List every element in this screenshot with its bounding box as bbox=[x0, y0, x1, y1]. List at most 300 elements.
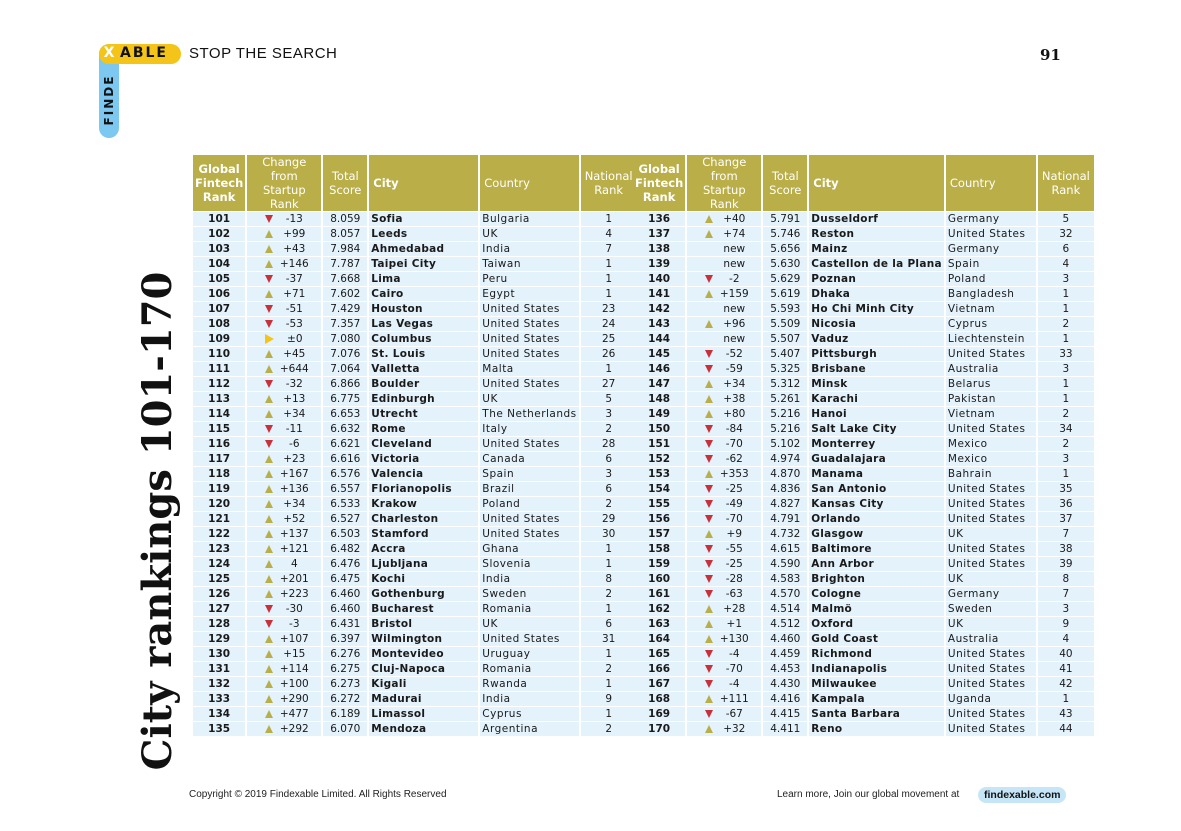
city-cell: Charleston bbox=[369, 512, 478, 526]
national-rank-cell: 3 bbox=[1038, 272, 1094, 286]
table-row bbox=[633, 557, 1094, 571]
change-value: +32 bbox=[723, 723, 746, 735]
national-rank-cell: 29 bbox=[581, 512, 637, 526]
global-rank-cell: 111 bbox=[193, 362, 245, 376]
country-cell: Belarus bbox=[946, 377, 1036, 391]
city-cell: Houston bbox=[369, 302, 478, 316]
country-cell: Bahrain bbox=[946, 467, 1036, 481]
global-rank-cell: 154 bbox=[633, 482, 685, 496]
header-global-rank: Global Fintech Rank bbox=[193, 155, 245, 211]
global-rank-cell: 108 bbox=[193, 317, 245, 331]
learn-more-text: Learn more, Join our global movement at bbox=[777, 789, 960, 800]
change-value: +167 bbox=[279, 468, 309, 480]
change-value: -6 bbox=[289, 438, 300, 450]
global-rank-cell: 152 bbox=[633, 452, 685, 466]
national-rank-cell: 34 bbox=[1038, 422, 1094, 436]
city-cell: Wilmington bbox=[369, 632, 478, 646]
country-cell: UK bbox=[480, 617, 578, 631]
national-rank-cell: 3 bbox=[581, 467, 637, 481]
change-cell bbox=[247, 332, 321, 346]
global-rank-cell: 166 bbox=[633, 662, 685, 676]
table-row bbox=[193, 362, 637, 376]
total-score-cell: 6.460 bbox=[323, 602, 367, 616]
up-triangle-icon bbox=[265, 725, 273, 733]
change-value: +38 bbox=[723, 393, 746, 405]
change-value: new bbox=[723, 258, 746, 270]
total-score-cell: 4.827 bbox=[763, 497, 807, 511]
total-score-cell: 5.102 bbox=[763, 437, 807, 451]
table-row bbox=[633, 677, 1094, 691]
up-triangle-icon bbox=[265, 245, 273, 253]
global-rank-cell: 148 bbox=[633, 392, 685, 406]
global-rank-cell: 113 bbox=[193, 392, 245, 406]
header-city: City bbox=[809, 155, 944, 211]
city-cell: Kigali bbox=[369, 677, 478, 691]
table-row bbox=[193, 497, 637, 511]
change-value: -62 bbox=[725, 453, 743, 465]
global-rank-cell: 128 bbox=[193, 617, 245, 631]
country-cell: Bulgaria bbox=[480, 212, 578, 226]
table-row bbox=[633, 227, 1094, 241]
change-value: -55 bbox=[725, 543, 743, 555]
country-cell: United States bbox=[946, 497, 1036, 511]
change-cell bbox=[687, 407, 761, 421]
national-rank-cell: 1 bbox=[581, 557, 637, 571]
change-value: +159 bbox=[719, 288, 749, 300]
table-row bbox=[633, 572, 1094, 586]
total-score-cell: 5.261 bbox=[763, 392, 807, 406]
national-rank-cell: 7 bbox=[1038, 527, 1094, 541]
city-cell: Leeds bbox=[369, 227, 478, 241]
table-row bbox=[193, 317, 637, 331]
national-rank-cell: 2 bbox=[581, 587, 637, 601]
up-triangle-icon bbox=[265, 260, 273, 268]
total-score-cell: 4.615 bbox=[763, 542, 807, 556]
up-triangle-icon bbox=[705, 395, 713, 403]
table-row bbox=[193, 332, 637, 346]
country-cell: Liechtenstein bbox=[946, 332, 1036, 346]
down-triangle-icon bbox=[265, 620, 273, 628]
national-rank-cell: 40 bbox=[1038, 647, 1094, 661]
total-score-cell: 6.275 bbox=[323, 662, 367, 676]
country-cell: UK bbox=[946, 527, 1036, 541]
table-row bbox=[193, 302, 637, 316]
change-cell bbox=[687, 512, 761, 526]
change-cell bbox=[687, 392, 761, 406]
table-header-row bbox=[633, 155, 1094, 211]
country-cell: Romania bbox=[480, 662, 578, 676]
country-cell: Uganda bbox=[946, 692, 1036, 706]
table-row bbox=[193, 572, 637, 586]
table-row bbox=[633, 662, 1094, 676]
country-cell: Mexico bbox=[946, 437, 1036, 451]
change-cell bbox=[687, 722, 761, 736]
change-cell bbox=[687, 647, 761, 661]
national-rank-cell: 1 bbox=[581, 677, 637, 691]
change-cell bbox=[247, 617, 321, 631]
global-rank-cell: 155 bbox=[633, 497, 685, 511]
city-cell: Castellon de la Plana bbox=[811, 258, 942, 270]
change-cell bbox=[247, 362, 321, 376]
country-cell: Germany bbox=[946, 242, 1036, 256]
down-triangle-icon bbox=[705, 485, 713, 493]
down-triangle-icon bbox=[705, 425, 713, 433]
change-value: +9 bbox=[726, 528, 743, 540]
table-row bbox=[633, 377, 1094, 391]
change-cell bbox=[247, 662, 321, 676]
down-triangle-icon bbox=[705, 665, 713, 673]
page-title: City rankings 101-170 bbox=[134, 271, 181, 771]
down-triangle-icon bbox=[265, 380, 273, 388]
country-cell: United States bbox=[946, 542, 1036, 556]
country-cell: Spain bbox=[946, 257, 1036, 271]
table-row bbox=[193, 272, 637, 286]
change-cell bbox=[687, 212, 761, 226]
change-value: +74 bbox=[723, 228, 746, 240]
table-row bbox=[633, 302, 1094, 316]
country-cell: United States bbox=[946, 557, 1036, 571]
global-rank-cell: 161 bbox=[633, 587, 685, 601]
change-value: -11 bbox=[285, 423, 303, 435]
change-cell bbox=[687, 347, 761, 361]
change-cell bbox=[247, 407, 321, 421]
up-triangle-icon bbox=[705, 215, 713, 223]
table-row bbox=[193, 677, 637, 691]
change-value: +644 bbox=[279, 363, 309, 375]
national-rank-cell: 2 bbox=[581, 722, 637, 736]
total-score-cell: 4.583 bbox=[763, 572, 807, 586]
change-cell bbox=[247, 572, 321, 586]
total-score-cell: 6.527 bbox=[323, 512, 367, 526]
total-score-cell: 4.590 bbox=[763, 557, 807, 571]
city-cell: Ahmedabad bbox=[369, 242, 478, 256]
national-rank-cell: 25 bbox=[581, 332, 637, 346]
country-cell: United States bbox=[946, 722, 1036, 736]
table-row bbox=[193, 482, 637, 496]
table-row bbox=[633, 542, 1094, 556]
city-cell: Madurai bbox=[369, 692, 478, 706]
table-row bbox=[633, 527, 1094, 541]
up-triangle-icon bbox=[265, 410, 273, 418]
up-triangle-icon bbox=[265, 635, 273, 643]
brand-tagline: STOP THE SEARCH bbox=[189, 45, 338, 62]
national-rank-cell: 1 bbox=[581, 212, 637, 226]
change-cell bbox=[247, 497, 321, 511]
national-rank-cell: 4 bbox=[581, 227, 637, 241]
change-cell bbox=[247, 527, 321, 541]
national-rank-cell: 1 bbox=[581, 602, 637, 616]
table-row bbox=[633, 497, 1094, 511]
country-cell: India bbox=[480, 572, 578, 586]
global-rank-cell: 116 bbox=[193, 437, 245, 451]
change-value: -37 bbox=[285, 273, 303, 285]
change-value: +96 bbox=[723, 318, 746, 330]
down-triangle-icon bbox=[265, 275, 273, 283]
change-cell bbox=[247, 437, 321, 451]
up-triangle-icon bbox=[265, 545, 273, 553]
city-cell: Mainz bbox=[809, 242, 944, 256]
change-value: -67 bbox=[725, 708, 743, 720]
national-rank-cell: 27 bbox=[581, 377, 637, 391]
up-triangle-icon bbox=[265, 350, 273, 358]
country-cell: India bbox=[480, 692, 578, 706]
country-cell: Pakistan bbox=[946, 392, 1036, 406]
city-cell: Orlando bbox=[809, 512, 944, 526]
global-rank-cell: 123 bbox=[193, 542, 245, 556]
national-rank-cell: 3 bbox=[1038, 362, 1094, 376]
change-value: -32 bbox=[285, 378, 303, 390]
country-cell: Taiwan bbox=[480, 257, 578, 271]
change-value: +136 bbox=[279, 483, 309, 495]
change-cell bbox=[247, 257, 321, 271]
change-cell bbox=[687, 242, 761, 256]
country-cell: Uruguay bbox=[480, 647, 578, 661]
table-header-row bbox=[193, 155, 637, 211]
header-change: Change from Startup Rank bbox=[687, 155, 761, 211]
up-triangle-icon bbox=[705, 290, 713, 298]
total-score-cell: 7.984 bbox=[323, 242, 367, 256]
down-triangle-icon bbox=[265, 440, 273, 448]
total-score-cell: 6.482 bbox=[323, 542, 367, 556]
website-link[interactable]: findexable.com bbox=[978, 787, 1066, 803]
total-score-cell: 6.653 bbox=[323, 407, 367, 421]
global-rank-cell: 147 bbox=[633, 377, 685, 391]
change-cell bbox=[247, 542, 321, 556]
global-rank-cell: 120 bbox=[193, 497, 245, 511]
total-score-cell: 6.460 bbox=[323, 587, 367, 601]
country-cell: United States bbox=[946, 512, 1036, 526]
city-cell: Salt Lake City bbox=[809, 422, 944, 436]
change-cell bbox=[247, 602, 321, 616]
table-row bbox=[193, 392, 637, 406]
change-cell bbox=[687, 557, 761, 571]
city-cell: Brisbane bbox=[809, 362, 944, 376]
change-value: +40 bbox=[723, 213, 746, 225]
change-cell bbox=[687, 377, 761, 391]
table-row bbox=[193, 512, 637, 526]
total-score-cell: 4.732 bbox=[763, 527, 807, 541]
total-score-cell: 4.411 bbox=[763, 722, 807, 736]
country-cell: Germany bbox=[946, 212, 1036, 226]
up-triangle-icon bbox=[265, 290, 273, 298]
city-cell: Ho Chi Minh City bbox=[809, 302, 944, 316]
city-cell: Mendoza bbox=[369, 722, 478, 736]
table-row bbox=[633, 272, 1094, 286]
country-cell: Spain bbox=[480, 467, 578, 481]
change-cell bbox=[247, 392, 321, 406]
total-score-cell: 6.189 bbox=[323, 707, 367, 721]
down-triangle-icon bbox=[705, 350, 713, 358]
total-score-cell: 7.357 bbox=[323, 317, 367, 331]
change-cell bbox=[247, 242, 321, 256]
change-value: -25 bbox=[725, 483, 743, 495]
city-cell: Accra bbox=[369, 542, 478, 556]
total-score-cell: 5.216 bbox=[763, 422, 807, 436]
table-row bbox=[193, 602, 637, 616]
national-rank-cell: 5 bbox=[581, 392, 637, 406]
global-rank-cell: 118 bbox=[193, 467, 245, 481]
city-cell: Gold Coast bbox=[809, 632, 944, 646]
down-triangle-icon bbox=[705, 710, 713, 718]
total-score-cell: 6.866 bbox=[323, 377, 367, 391]
national-rank-cell: 8 bbox=[581, 572, 637, 586]
total-score-cell: 4.791 bbox=[763, 512, 807, 526]
total-score-cell: 5.630 bbox=[763, 257, 807, 271]
country-cell: Malta bbox=[480, 362, 578, 376]
city-cell: Milwaukee bbox=[809, 677, 944, 691]
table-row bbox=[193, 632, 637, 646]
table-row bbox=[633, 482, 1094, 496]
total-score-cell: 6.475 bbox=[323, 572, 367, 586]
city-cell: Valencia bbox=[369, 467, 478, 481]
global-rank-cell: 132 bbox=[193, 677, 245, 691]
down-triangle-icon bbox=[705, 560, 713, 568]
total-score-cell: 7.080 bbox=[323, 332, 367, 346]
copyright-text: Copyright © 2019 Findexable Limited. All Rights Reserved bbox=[189, 789, 447, 800]
global-rank-cell: 129 bbox=[193, 632, 245, 646]
down-triangle-icon bbox=[705, 440, 713, 448]
global-rank-cell: 139 bbox=[633, 257, 685, 271]
total-score-cell: 6.070 bbox=[323, 722, 367, 736]
national-rank-cell: 4 bbox=[1038, 257, 1094, 271]
down-triangle-icon bbox=[265, 320, 273, 328]
change-value: -70 bbox=[725, 513, 743, 525]
global-rank-cell: 145 bbox=[633, 347, 685, 361]
table-row bbox=[633, 212, 1094, 226]
up-triangle-icon bbox=[265, 365, 273, 373]
global-rank-cell: 130 bbox=[193, 647, 245, 661]
city-cell: Richmond bbox=[809, 647, 944, 661]
down-triangle-icon bbox=[705, 500, 713, 508]
table-row bbox=[633, 422, 1094, 436]
global-rank-cell: 101 bbox=[193, 212, 245, 226]
national-rank-cell: 3 bbox=[1038, 602, 1094, 616]
change-value: new bbox=[723, 303, 746, 315]
city-cell: Edinburgh bbox=[369, 392, 478, 406]
change-value: +34 bbox=[283, 408, 306, 420]
global-rank-cell: 137 bbox=[633, 227, 685, 241]
up-triangle-icon bbox=[705, 380, 713, 388]
change-value: -70 bbox=[725, 663, 743, 675]
total-score-cell: 4.512 bbox=[763, 617, 807, 631]
global-rank-cell: 146 bbox=[633, 362, 685, 376]
city-cell: Hanoi bbox=[809, 407, 944, 421]
total-score-cell: 5.312 bbox=[763, 377, 807, 391]
total-score-cell: 6.632 bbox=[323, 422, 367, 436]
change-value: -3 bbox=[289, 618, 300, 630]
city-cell: Taipei City bbox=[369, 257, 478, 271]
city-cell: San Antonio bbox=[809, 482, 944, 496]
table-row bbox=[193, 227, 637, 241]
city-cell: Brighton bbox=[809, 572, 944, 586]
table-row bbox=[193, 557, 637, 571]
city-cell: Cleveland bbox=[369, 437, 478, 451]
global-rank-cell: 105 bbox=[193, 272, 245, 286]
country-cell: United States bbox=[946, 662, 1036, 676]
up-triangle-icon bbox=[705, 410, 713, 418]
change-cell bbox=[247, 287, 321, 301]
table-row bbox=[633, 587, 1094, 601]
total-score-cell: 5.325 bbox=[763, 362, 807, 376]
header-national-rank: National Rank bbox=[1038, 155, 1094, 211]
table-row bbox=[193, 287, 637, 301]
total-score-cell: 4.430 bbox=[763, 677, 807, 691]
national-rank-cell: 3 bbox=[1038, 452, 1094, 466]
city-cell: Lima bbox=[369, 272, 478, 286]
total-score-cell: 5.407 bbox=[763, 347, 807, 361]
change-value: +107 bbox=[279, 633, 309, 645]
country-cell: Egypt bbox=[480, 287, 578, 301]
down-triangle-icon bbox=[705, 680, 713, 688]
change-value: +111 bbox=[719, 693, 749, 705]
table-row bbox=[633, 317, 1094, 331]
country-cell: United States bbox=[480, 437, 578, 451]
table-row bbox=[633, 332, 1094, 346]
table-row bbox=[633, 437, 1094, 451]
country-cell: Canada bbox=[480, 452, 578, 466]
change-cell bbox=[247, 317, 321, 331]
global-rank-cell: 122 bbox=[193, 527, 245, 541]
total-score-cell: 7.602 bbox=[323, 287, 367, 301]
total-score-cell: 6.273 bbox=[323, 677, 367, 691]
change-cell bbox=[247, 587, 321, 601]
total-score-cell: 7.668 bbox=[323, 272, 367, 286]
global-rank-cell: 162 bbox=[633, 602, 685, 616]
national-rank-cell: 23 bbox=[581, 302, 637, 316]
up-triangle-icon bbox=[265, 530, 273, 538]
city-cell: Santa Barbara bbox=[809, 707, 944, 721]
change-value: +130 bbox=[719, 633, 749, 645]
header-score: Total Score bbox=[323, 155, 367, 211]
change-value: -70 bbox=[725, 438, 743, 450]
global-rank-cell: 135 bbox=[193, 722, 245, 736]
change-cell bbox=[687, 497, 761, 511]
down-triangle-icon bbox=[705, 545, 713, 553]
global-rank-cell: 117 bbox=[193, 452, 245, 466]
change-value: +353 bbox=[719, 468, 749, 480]
city-cell: Rome bbox=[369, 422, 478, 436]
change-value: -30 bbox=[285, 603, 303, 615]
national-rank-cell: 1 bbox=[1038, 332, 1094, 346]
country-cell: United States bbox=[946, 707, 1036, 721]
change-cell bbox=[247, 707, 321, 721]
total-score-cell: 4.416 bbox=[763, 692, 807, 706]
city-cell: Reston bbox=[809, 227, 944, 241]
country-cell: UK bbox=[480, 227, 578, 241]
rankings-table-left bbox=[191, 154, 639, 737]
total-score-cell: 8.059 bbox=[323, 212, 367, 226]
up-triangle-icon bbox=[265, 230, 273, 238]
national-rank-cell: 8 bbox=[1038, 572, 1094, 586]
change-cell bbox=[247, 647, 321, 661]
total-score-cell: 6.476 bbox=[323, 557, 367, 571]
total-score-cell: 5.656 bbox=[763, 242, 807, 256]
total-score-cell: 4.570 bbox=[763, 587, 807, 601]
change-value: +292 bbox=[279, 723, 309, 735]
country-cell: United States bbox=[480, 347, 578, 361]
global-rank-cell: 143 bbox=[633, 317, 685, 331]
country-cell: Bangladesh bbox=[946, 287, 1036, 301]
country-cell: United States bbox=[480, 527, 578, 541]
change-value: +201 bbox=[279, 573, 309, 585]
table-row bbox=[193, 257, 637, 271]
national-rank-cell: 1 bbox=[581, 542, 637, 556]
change-cell bbox=[247, 677, 321, 691]
total-score-cell: 6.431 bbox=[323, 617, 367, 631]
global-rank-cell: 124 bbox=[193, 557, 245, 571]
header-global-rank: Global Fintech Rank bbox=[633, 155, 685, 211]
table-row bbox=[193, 437, 637, 451]
